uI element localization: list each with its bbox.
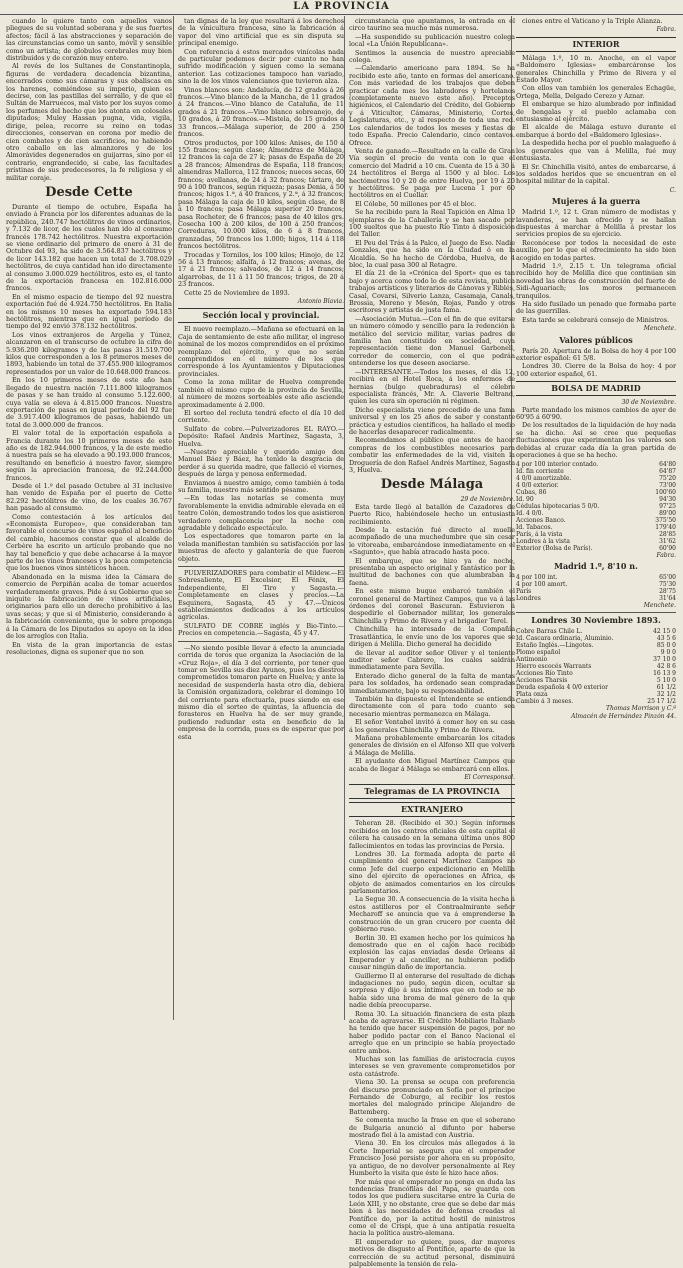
paragraph: Ha sido fusilado un penado que formaba parte de las guerrillas. <box>516 300 676 316</box>
paragraph: También ha dispuesto el Intendente se entienda directamente con el para todo cuanto sea necesario mientras permanezca en Málaga. <box>349 694 515 718</box>
paragraph: Como contestación á los artículos del «Economista Europeo», que consideraban tan favorable el concurso de vinos español al beneficio del cambio, hacemos constar que el alcalde de Cerbère ha escrito un artículo probando que no hay tal beneficio y que debe achacarse á la mayor parte de los vinos franceses y la poca competencia que los buenos vinos sintéticos hacen. <box>6 512 172 573</box>
column-1 <box>6 18 172 1018</box>
quote-label: Id. fin corriente <box>516 467 564 475</box>
paragraph: El señor Ventabel invitó á comer hoy en su casa á los generales Chinchilla y Primo de Rivera. <box>349 718 515 734</box>
paragraph: circunstancia que apuntamos, la entrada en el circo taurino sea mucho más numerosa. <box>349 17 515 33</box>
quote-value: 31'62 <box>659 537 676 545</box>
quote-label: París, á la vista <box>516 530 563 538</box>
paragraph: Dicho especialista viene precedido de una fama universal y en los 25 años de saber y constante práctica y estudios científicos, ha hallado el medio de hacerlas desaparecer radicalmente. <box>349 405 515 436</box>
section-heading: Telegramas de LA PROVINCIA <box>349 784 515 799</box>
quote-row <box>516 635 676 642</box>
paragraph: El Peu del Trás á la Palco, el Juego de Eso. Nadie Gonzales, que ha sido en la Ciudad ó en la Alcaldía. Se ha hecho de Córdoba, Huelva, de 4 bloc, la cual pasa 300 al Retagre. <box>349 238 515 269</box>
quote-row <box>516 538 676 545</box>
dateline: Londres 30 Noviembre 1893. <box>531 615 661 626</box>
paragraph: La despedida hecha por el pueblo malagueño á los generales que van á Melilla, fué muy entusiasta. <box>516 139 676 163</box>
quote-label: Plata onza <box>516 691 548 699</box>
signature: El Corresponsal. <box>464 774 515 781</box>
quote-label: Antimonio <box>516 656 548 664</box>
paragraph: Abandonada en la misma idea la Cámara de comercio de Perpiñán acaba de tomar acuerdos verdaderamente graves. Pide á su Gobierno que se iniquite la fabricación de vinos artificiales, originarios para ello un derecho prohibitivo á las uvas secas; y que si el Ministerio, considerando á la fabricación conveniente, que le sobre proponga á la Cámara de los Diputados su apoyo en la idea de los arreglos con Italia. <box>6 572 172 641</box>
quote-value: 85 0 0 <box>656 642 676 650</box>
paragraph: El ayudante don Miguel Martínez Campos que acaba de llegar á Málaga se embarcará con ellos. <box>349 757 515 773</box>
quote-value: 89'00 <box>659 509 676 517</box>
advert: Recomendamos al público que antes de hacer compras de los combustibles necesarios para combatir las enfermedades de la vid, visiten la Droguería de don Rafael Andrés Martínez, Sagasta 3, Huelva. <box>349 436 515 474</box>
section-heading: Madrid 1.º, 8'10 n. <box>554 560 638 571</box>
quote-value: 75'30 <box>659 580 676 588</box>
quote-row <box>516 698 676 705</box>
quote-row <box>516 503 676 510</box>
paragraph: Por más que el emperador no ponga en duda las tendencias francófilas del Papa, se guarda con todos los que pudiera suscitarse entre la Curia de León XIII, y no obstante, cree que se debe dar más bien á las necesidades de defensa creadas al Pontífice do, por la actitud hostil de ministros como el de Crispi, que á una antipatía resuelta hacia la política austro-alemana. <box>349 1177 515 1238</box>
paragraph: El Cólebe, 50 millones por 45 el bloc. <box>355 199 477 208</box>
paragraph: Con ellos van también los generales Echagüe, Ortega, Mella, Delgado Cerezo y Aznar. <box>516 84 676 100</box>
quotes-table <box>516 461 676 552</box>
column-2 <box>178 18 344 1018</box>
signature: Fabra. <box>656 26 676 34</box>
quote-label: Id. Cascara ordinaria, Aluminio. <box>516 635 614 643</box>
paragraph: Se ha recibido para la Real Tapición en Alma 10 ejemplares de la Caballería y se han sacado por 100 sueltos que ha puesto Río Tinto á disposición del Taller. <box>349 208 515 239</box>
paragraph: Enterado dicho general de la falta de mantas para los soldados, ha ordenado sean compradas inmediatamente, bajo su responsabilidad. <box>349 671 515 695</box>
quote-label: 4 por 100 int. <box>516 573 558 581</box>
quote-value: 60'90 <box>659 544 676 552</box>
quote-label: Cambio á 3 meses. <box>516 698 574 706</box>
paragraph: Los espectadores que tomaron parte en la velada manifiestan también su satisfacción por las muestras de afecto y galantería de que fueron objeto. <box>178 532 344 563</box>
paragraph: Enviamos á nuestro amigo, como también á toda su familia, nuestro más sentido pésame. <box>178 478 344 494</box>
paragraph: —INTERESANTE.—Todos los meses, el día 12, recibirá en el Hotel Roca, á los enfermos de hernias (bulgo quebraduras) el célebre especialista francés, Mr. A. Claverie Beltrand, quien les cura sin operación ni régimen. <box>349 367 515 406</box>
quote-value: 375'50 <box>655 516 676 524</box>
quote-label: Cobre Barras Chile L. <box>516 628 583 636</box>
quote-row <box>516 691 676 698</box>
quote-row <box>516 517 676 524</box>
quote-row <box>516 531 676 538</box>
paragraph: Trocadas y Tornilos, los 100 kilos; Hinojo, de 12 56 á 13 francos; alfalfa, á 12 francos; avenas, de 17 á 21 francos; salvados, de 12 á 14 francos; algarrobas, de 11 á 11 50 francos; trigos, de 20 á 23 francos. <box>178 250 344 289</box>
quote-row <box>516 595 676 602</box>
quote-value: 43 5 6 <box>656 635 676 643</box>
quote-label: 4 0/0 amortizable. <box>516 474 572 482</box>
quote-value: 16 13 9 <box>653 670 676 678</box>
quote-label: Exterior (Bolsa de París). <box>516 544 593 552</box>
column-3 <box>349 17 515 1268</box>
paragraph: El emperador no quiere, pues, dar mayores motivos de disgusto al Pontífice, aparte de que la corrección de su actitud personal, disminuirá palpablemente la tensión de rela- <box>349 1237 515 1268</box>
column-4 <box>516 18 676 1018</box>
paragraph: Esta tarde se celebrará consejo de Ministros. <box>522 315 670 324</box>
paragraph: Durante el tiempo de octubre, España ha enviado á Francia por los diferentes aduanas de la república, 240.747 hectólitros de vinos ordinarios, y 7.132 de licor, de los cuales han ido al consumo francés 178.742 hectólitros. Nuestra exportación se viene ordinario del primero de enero á 31 de Octubre del 93, ha sido de 3.564.837 hectólitros y de licor 143.182 que hacen un total de 3.708.029 hectólitros, de cuya cantidad han ido directamente al consumo 3.000.029 hectólitros, esto es, el tanto de la exportación francesa en 102.816.000 francos. <box>6 202 172 293</box>
advert: SULFATO DE COBRE inglés y Bio-Tinto.—Precios en competencia.—Sagasta, 45 y 47. <box>178 621 344 638</box>
column-rule <box>173 16 174 1020</box>
paragraph: Al revés de los Sultanes de Constantinopla, figuras de verdadera decadencia bizantina, encerrados como sus cámaras y sus obaliscas en los harenes, comiéndose su imperio, quien es decirse, con las pastillas del serrallo, y de que el Sultán de Marruecos, mal visto por los suyos como los perfumes del hecho que los atonta en colosales diputados; Muley Hassan pugna, vida, vigila, dirige, pelea, recorre su reino en todas direcciones, conservan en corona por medio de cien combates y de cien sacrificios, no habiendo otro caballo en las almanzores y de los Almorávides degenerados en guijarras, sino por el contrario, engrandecido, si cabe, las facultades prístinas de sus predecesores, la fe religiosa y el militar coraje. <box>6 62 172 182</box>
quote-label: Plomo español <box>516 649 561 657</box>
quote-value: 5 10 0 <box>656 677 676 685</box>
paragraph: Londres 30. La formada adopta de parte el cumplimiento del general Martínez Campos no como Jefe del cuerpo expedicionario en Melilla sino del ejército de operaciones en África, es objeto de animados comentarios en los círculos parlamentarios. <box>349 850 515 896</box>
quote-row <box>516 482 676 489</box>
paragraph: —Asociación Mutua.—Con el fin de que evitarse un número cómodo y sencillo para la redención á metálico del servicio militar, varias padres de familia han constituido en sociedad, cuya representación tiene don Manuel Garbonell, corredor de comercio, con el que podrán entenderse los que deseen asociarse. <box>349 314 515 368</box>
quote-value: 31'64 <box>659 594 676 602</box>
quote-value: 100'60 <box>655 488 676 496</box>
section-heading: EXTRANJERO <box>349 802 515 817</box>
quote-row <box>516 510 676 517</box>
paragraph: El valor total de la exportación española a Francia durante los 10 primeros meses de este año es de 182.944.000 francos, y la de este medio á nuestra país se ha elevado a 90.193.000 francos, resultando en beneficio á nuestro favor, siempre según la apreciación francesa, de 92.244.000 francos. <box>6 429 172 482</box>
quote-value: 64'87 <box>659 467 676 475</box>
paragraph: Desde la estación fué directo al muelle acompañado de una muchedumbre que sin cesar le vitoreaba, embarcándose inmediatamente en el «Saguntо», que había atracado hasta poco. <box>349 526 515 557</box>
paragraph: El sorteo del recluta tendrá efecto el día 10 del corriente. <box>178 408 344 425</box>
column-rule <box>344 16 345 1020</box>
paragraph: El embarque se hizo alumbrado por infinidad de bengalas y el pueblo aclamaba con entusiasmo al ejército. <box>516 100 676 124</box>
paragraph: Se comenta mucho la frase en que el soberano de Bulgaria anunció al difunto por haberse mostrado fiel á la amistad con Austria. <box>349 1116 515 1140</box>
quote-value: 75'20 <box>659 474 676 482</box>
quote-label: Acciones Tharsis <box>516 677 568 685</box>
quote-value: 61 1/2 <box>656 684 676 692</box>
quotes-table <box>516 628 676 705</box>
newspaper-title: LA PROVINCIA <box>293 1 390 12</box>
paragraph: Roma 30. La situación financiera de esta plaza acaba de agravarse. El Crédito Mobiliario Italiano ha tenido que hacer suspensión de pagos, por no haber podido pactar con el Banco Nacional el arreglo que en un principio se había proyectado entre ambos. <box>349 1009 515 1055</box>
dateline: 30 de Noviembre. <box>621 399 676 407</box>
divider <box>516 612 676 613</box>
quote-label: 4 por 100 amort. <box>516 580 568 588</box>
paragraph: En este mismo buque embarcó también el coronel general de Martínez Campos, que va á las órdenes del coronel Bascuran. Estuvieron á despedirle el Gobernador militar, los generales Chinchilla y Primo de Rivera y el brigadier Terel. <box>349 587 515 625</box>
quote-label: París <box>516 587 532 595</box>
quote-value: 25 17 1/2 <box>647 698 676 706</box>
paragraph: Madrid 1.º, 12 t. Gran número de modistas y lavanderas, se han ofrecido y se hallan dispuestas á marchar á Melilla á prestar los servicios propios de su ejercicio. <box>516 208 676 239</box>
quote-row <box>516 524 676 531</box>
dateline: 29 de Noviembre. <box>460 496 515 504</box>
signature: Fabra. <box>656 551 676 559</box>
masthead <box>0 0 683 15</box>
divider <box>178 641 344 642</box>
paragraph: Desde el 1.º del pasado Octubre al 31 inclusive han venido de España por el puerto de Cette 82.292 hectólitros de vino, de los cuales 36.767 han pasado al consumo. <box>6 481 172 513</box>
paragraph: ciones entre el Vaticano y la Triple Alianza. <box>522 17 663 25</box>
paragraph: París 20. Apertura de la Bolsa de hoy 4 por 100 exterior español: 61 5/8. <box>516 346 676 363</box>
quote-row <box>516 461 676 468</box>
paragraph: Esta tarde llegó al batallón de Cazadores de Puerto Rico, habiéndosele hecho un entusiasta recibimiento. <box>349 502 515 526</box>
paragraph: Reconócese por todos la necesidad de este auxilio, por lo que el ofrecimiento ha sido bien acogido en todas partes. <box>516 238 676 262</box>
paragraph: Londres 30. Cierre de la Bolsa de hoy: 4 por 100 exterior español, 61. <box>516 362 676 378</box>
quote-value: 42 15 0 <box>653 628 676 636</box>
section-heading: INTERIOR <box>516 37 676 52</box>
quote-value: 94'30 <box>659 495 676 503</box>
quote-label: Estaño Inglés.—Lingotes. <box>516 642 594 650</box>
paragraph: Vinos blancos son: Andalucía, de 12 grados á 26 francos.—Vino blanco de la Mancha, de 11 grados á 24 francos.—Vino blanco de Cataluña, de 11 grados á 21 francos.—Vino blanco sobreanejo, de 10 grados, á 20 francos.—Mistela, de 15 grados á 33 francos.—Málaga superior, de 200 á 250 francos. <box>178 85 344 139</box>
paragraph: Parte mandado los mismos cambios de ayer de 60'95 á 60'90. <box>516 405 676 422</box>
quote-label: Acciones Río Tinto <box>516 670 573 678</box>
quote-value: 73'00 <box>659 481 676 489</box>
paragraph: Berlin 30. El examen hecho por los químicos ha demostrado que en el cajón hace recibido explosión las cajas enviadas desde Orleans al Emperador y al canciller, no hubieran podido causar ningún daño de importancia. <box>349 933 515 972</box>
section-heading: Sección local y provincial. <box>178 308 344 323</box>
section-heading: Desde Cette <box>45 184 133 200</box>
paragraph: En vista de la gran importancia de estas resoluciones, digna es suponer que no son <box>6 640 172 656</box>
paragraph: El Sr. Chinchilla visitó, antes de embarcarse, á los soldados heridos que se encuentran en el hospital militar de la capital. <box>516 162 676 186</box>
section-heading: Desde Málaga <box>380 477 484 493</box>
paragraph: Sentimos la ausencia de nuestro apreciable colega. <box>349 48 515 65</box>
paragraph: cuando lo quiere tanto con aquellos vanos pliegues de su voluntad soberana y de sus fuertes afectos; fácil á las abstracciones y separación de las circunstancias como un santo, móvil y sensible como un artista; de globulos cerebrales muy bien distribuidos y de corazón muy entero. <box>6 17 172 63</box>
quote-row <box>516 475 676 482</box>
quote-row <box>516 670 676 677</box>
paragraph: En el mismo espacio de tiempo del 92 nuestra exportación fué de 4.924.750 hectólitros. En Italia en los mismos 10 meses ha exportado 594.183 hectólitros, mientras que en igual período de tiempo del 92 envió 378.132 hectólitros. <box>6 292 172 331</box>
paragraph: Los vinos extranjeros de Argelia y Túnez, alcanzaron en el transcurso de octubre la cifra de 5.936.200 kilogramos y de las pasas 31.519.700 kilos que corresponden a los 8 primeros meses de 1893, habiendo un total de 37.455.900 kilogramos representados por un valor de 10.648.000 francos. <box>6 330 172 376</box>
quote-value: 64'80 <box>659 460 676 468</box>
quote-label: Cédulas hipotecarias 5 0/0. <box>516 502 600 510</box>
quote-value: 65'00 <box>659 573 676 581</box>
signature: Menchete. <box>643 601 676 609</box>
section-heading: BOLSA DE MADRID <box>516 381 676 396</box>
quote-value: 28'85 <box>659 530 676 538</box>
advert: Sulfato de cobre.—Pulverizadores EL RAYO.—Depósito: Rafael Andrés Martínez, Sagasta, 3, Huelva. <box>178 424 344 448</box>
section-heading: Mujeres á la guerra <box>551 196 641 207</box>
paragraph: La Segue 30. A consecuencia de la visita hecha á estos astilleros por el Contraalmirante señor Mecharoff se anuncia que va á emprenderse la construcción de un gran crucero por cuenta del gobierno ruso. <box>349 895 515 934</box>
paragraph: Mañana probablemente embarcarán los citados generales de división en el Alfonso XII que volverá á Málaga de Melilla. <box>349 733 515 757</box>
signature: Antonio Blavia. <box>297 298 344 306</box>
paragraph: Muchas son las familias de aristocracia cuyos intereses se ven gravemente comprometidos por esta catástrofe. <box>349 1055 515 1078</box>
divider <box>178 566 344 567</box>
quote-value: 37 10 0 <box>653 656 676 664</box>
quote-row <box>516 588 676 595</box>
quote-label: Londres á la vista <box>516 537 570 545</box>
quote-row <box>516 656 676 663</box>
paragraph: El día 21 de la «Crónica del Sport» que es tan bajo y acerca como todo lo de esta revista, publica trabajos artísticos y literarios de Cánovas y Riblés, Casal, Covarsi, Silverio Lanza, Casamaja, Canals, Brossia, Moreno y Mesón, Rojas, Pando y otros escritores y artistas de justa fama. <box>349 269 515 315</box>
paragraph: —Ha suspendido su publicación nuestro colega local «La Unión Republicana». <box>349 32 515 49</box>
paragraph: El alcalde de Málaga estuvo durante el embarque á bordo del «Baldomero Iglesias». <box>516 123 676 139</box>
paragraph: —Nuestro apreciable y querido amigo don Manuel Báez y Báez, ha tenido la desgracia de perder á su querida madre, que falleció el viernes, después de larga y penosa enfermedad. <box>178 447 344 479</box>
quote-value: 179'40 <box>655 523 676 531</box>
paragraph: de llevar al auditor señor Oliver y el teniente auditor señor Cabrero, los cuales saldrán inmediatamente para Sevilla. <box>349 648 515 672</box>
quote-label: Id. 90 <box>516 495 534 503</box>
quote-row <box>516 677 676 684</box>
paragraph: —No siendo posible llevar á efecto la anunciada corrida de toros que organiza la Asociación de la «Cruz Roja», el día 3 del corriente, por tener que tomar en Sevilla sus diez Ayunos, pues los diestros comprometidos tomaron parte en Huelva; y ante la necesidad de suspenderla hasta otro día, debiera la Comisión organizadora, celebrar el domingo 10 del corriente para efectuarla, pues siendo en ese mismo día el sorteo de quintas, la afluencia de forasteros en Huelva ha de ser muy grande, pudiendo redundar esta en beneficio de la empresa de la corrida, pues es de esperar que por esta <box>178 643 344 741</box>
signature: Thomas Morrison y C.ª <box>605 705 676 713</box>
quote-label: Cubas, 86 <box>516 488 547 496</box>
quote-value: 28'75 <box>659 587 676 595</box>
quotes-table <box>516 574 676 602</box>
quote-row <box>516 489 676 496</box>
paragraph: Viena 30. En los círculos más allegados á la Corte Imperial se asegura que el emperador Francisco José persiste por ahora en su propósito, ya antiguo, de no devolver personalmente al Rey Humberto la visita que éste le hizo hace años. <box>349 1139 515 1178</box>
signature: Menchete. <box>643 325 676 333</box>
quote-row <box>516 545 676 552</box>
paragraph: Teheran 28. (Recibido el 30.) Según informes recibidos en los centros oficiales de esta capital el cólera ha causado en la semana última unos 800 fallecimientos en todas las provincias de Persia. <box>349 819 515 850</box>
quote-row <box>516 628 676 635</box>
paragraph: Viena 30. La prensa se ocupa con preferencia del discurso pronunciado en Sofía por el príncipe Fernando de Coburgo, al recibir los restos mortales del malogrado príncipe Alejandro de Battemberg. <box>349 1078 515 1116</box>
paragraph: tan dignas de la ley que resultará á los derechos de la vinicultura francesa, sino la fabricación á vapor del vino artificial que es sin disputa su principal enemigo. <box>178 17 344 48</box>
paragraph: Como la zona militar de Huelva comprende también el mismo cupo de la provincia de Sevilla, al número de mozos sorteables este año asciende aproximadamente á 2.000. <box>178 378 344 409</box>
paragraph: En los 10 primeros meses de este año han llegado de nuestra nación 7.111.800 kilogramos de pasas y se han traído al consumo 5.122.600, cuya valía se eleva á 4.815.000 francos. Nuestra exportación de pasas en igual período del 92 fue de 3.917.400 kilogramos de pasas, habiendo un total de 3.000.000 de francos. <box>6 376 172 429</box>
dateline: Cette 25 de Noviembre de 1893. <box>184 288 290 297</box>
signature: C. <box>669 186 676 194</box>
quote-value: 9 0 0 <box>660 649 676 657</box>
quote-row <box>516 574 676 581</box>
paragraph: Guillermo II al enterarse del resultado de dichas indagaciones no pudo, según dicen, ocultar su sorpresa y dijo á sus íntimos que en todo se no había sido una broma de mal género de la que nadie debía preocuparse. <box>349 971 515 1010</box>
quote-label: Londres <box>516 594 541 602</box>
quote-value: 97'25 <box>659 502 676 510</box>
paragraph: El nuevo reemplazo.—Mañana se efectuará en la Caja de sentamiento de este año militar, el ingreso nominal de los mozos comprendidos en el próximo reemplazo del ejército, y que no serán comprendidos en el número de los que corresponde á los Ayuntamientos y Diputaciones provinciales. <box>178 325 344 378</box>
quote-label: Deuda española 4 0/0 exterior <box>516 684 608 692</box>
paragraph: Madrid 1.º, 2.15 t. Un telegrama oficial recibido hoy de Melilla dice que continúan sin novedad las obras de construcción del fuerte de Sidi-Aguariach; los moros permanecen tranquilos. <box>516 261 676 300</box>
quote-label: Acciones Banco. <box>516 516 566 524</box>
quote-label: Id. Tabacos. <box>516 523 553 531</box>
section-heading: Valores públicos <box>559 334 633 345</box>
quote-label: Id. 4 0/0. <box>516 509 544 517</box>
paragraph: De los resultados de la liquidación de hoy nada se ha dicho. Así se cree que pequeñas fluctuaciones que experimentan los valores son debidas al cruzar cada día la gran partida de operaciones á que se ha hecho. <box>516 421 676 460</box>
paragraph: Chinchilla ha interesado de la Compañía Trasatlántica, le envíe uno de los vapores que se dirigen á Melilla. Dicho general ha decidido <box>349 625 515 649</box>
quote-value: 32 1/2 <box>656 691 676 699</box>
quote-row <box>516 496 676 503</box>
paragraph: Otros productos, por 100 kilos: Anises, de 150 á 155 francos; según clase; Almendras de Málaga, 12 francos la caja de 27 k; pasas de España de 20 a 28 francos; Almendras de España, 118 francos; almendras Mallorca, 112 francos; nueces secas, 60 francos; avellanas, de 24 á 32 francos; tártaro, de 90 á 100 francos, según riqueza; pasas Denia, á 50 francos; higos 1.ª, á 40 francos, y 2.ª, á 32 francos; pasa Málaga la caja de 10 kilos, según clase, de 8 á 10 francos; pasa Málaga superior 20 francos; pasa Rocheter, de 6 francos; pasa de 40 kilos grs. Cosecha 100 á 200 kilos, de 100 á 250 francos; Correduras, 10.000 kilos, de 6 á 8 francos, granzadas, 50 francos los 1.000; higos, 114 á 118 francos hectólitros. <box>178 138 345 251</box>
paragraph: Venta de ganado.—Resultado en la calle de Gran Vía según el precio de venta con lo que el comercio del Madrid a 10 cm. Cuenta de 15 á 30 á 24 hectólitros el Berga al 1500 y al bloc. Los hectómetros 10 y 20 de entre Huelva, por 19 á 20 y hectólitros. Se paga por Lucena 1 por 60 hectólitros en el Cuellar. <box>349 146 515 200</box>
advert: PULVERIZADORES para combatir el Mildew.—El Sobresaliente, El Excelsior, El Fénix, El Independiente, El Tiro y Sagasta.—Completamente en clases y precios.—La Esquinera, Sagasta, 45 y 47.—Únicos establecimientos dedicados á los artículos agrícolas. <box>178 569 344 622</box>
quote-label: 4 0/0 exterior. <box>516 481 559 489</box>
paragraph: Con referencia á estos mercados vinícolas nada de particular podemos decir por cuanto no han sufrido modificación y siguen como la semana anterior. Las cotizaciones tampoco han variado, sino la de los vinos valencianos que tuvieron alza. <box>178 47 344 86</box>
quote-row <box>516 663 676 670</box>
quote-row <box>516 581 676 588</box>
quote-row <box>516 642 676 649</box>
paragraph: El embarque, que se hizo ya de noche, presentaba un aspecto original y fantástico por la multitud de bachones con que alumbraban la faena. <box>349 556 515 587</box>
footer-note: Almacén de Hernández Pinzón 44. <box>571 712 676 720</box>
quote-row <box>516 684 676 691</box>
quote-row <box>516 468 676 475</box>
paragraph: —Calendario americano para 1894. Se ha recibido este año, tanto en formas del americano. Con más variedad de los trabajos que deben practicar cada mes los labradores y hortelanos (completamente nuevo este año). Preceptos higiénicos, el Calendario del Crédito, del Gobierno y á Viticultor, Cámaras, Ministerio, Cortes, Legislaturas, etc., y al respecto de toda una red. Los calendarios de todos los meses y fiestas de todo España. Precio Calendario, cinco centavos. Ofrece. <box>349 64 515 147</box>
quote-row <box>516 649 676 656</box>
paragraph: —En todas las notarías se comenta muy favorablemente la envidia admirable elevada en el teatro Colón, demostrando todos los que asistieron verdadero complacencia por la noche con agradable y delicado espectáculo. <box>178 494 344 532</box>
paragraph: Málaga 1.º, 10 m. Anoche, en el vapor «Baldomero Iglesias» embarcáronse los generales Chinchilla y Primo de Rivera y el Estado Mayor. <box>516 53 676 85</box>
quote-label: 4 por 100 interior contado. <box>516 460 599 468</box>
quote-label: Hierro escocés Warrants <box>516 663 592 671</box>
quote-value: 42 8 6 <box>656 663 676 671</box>
